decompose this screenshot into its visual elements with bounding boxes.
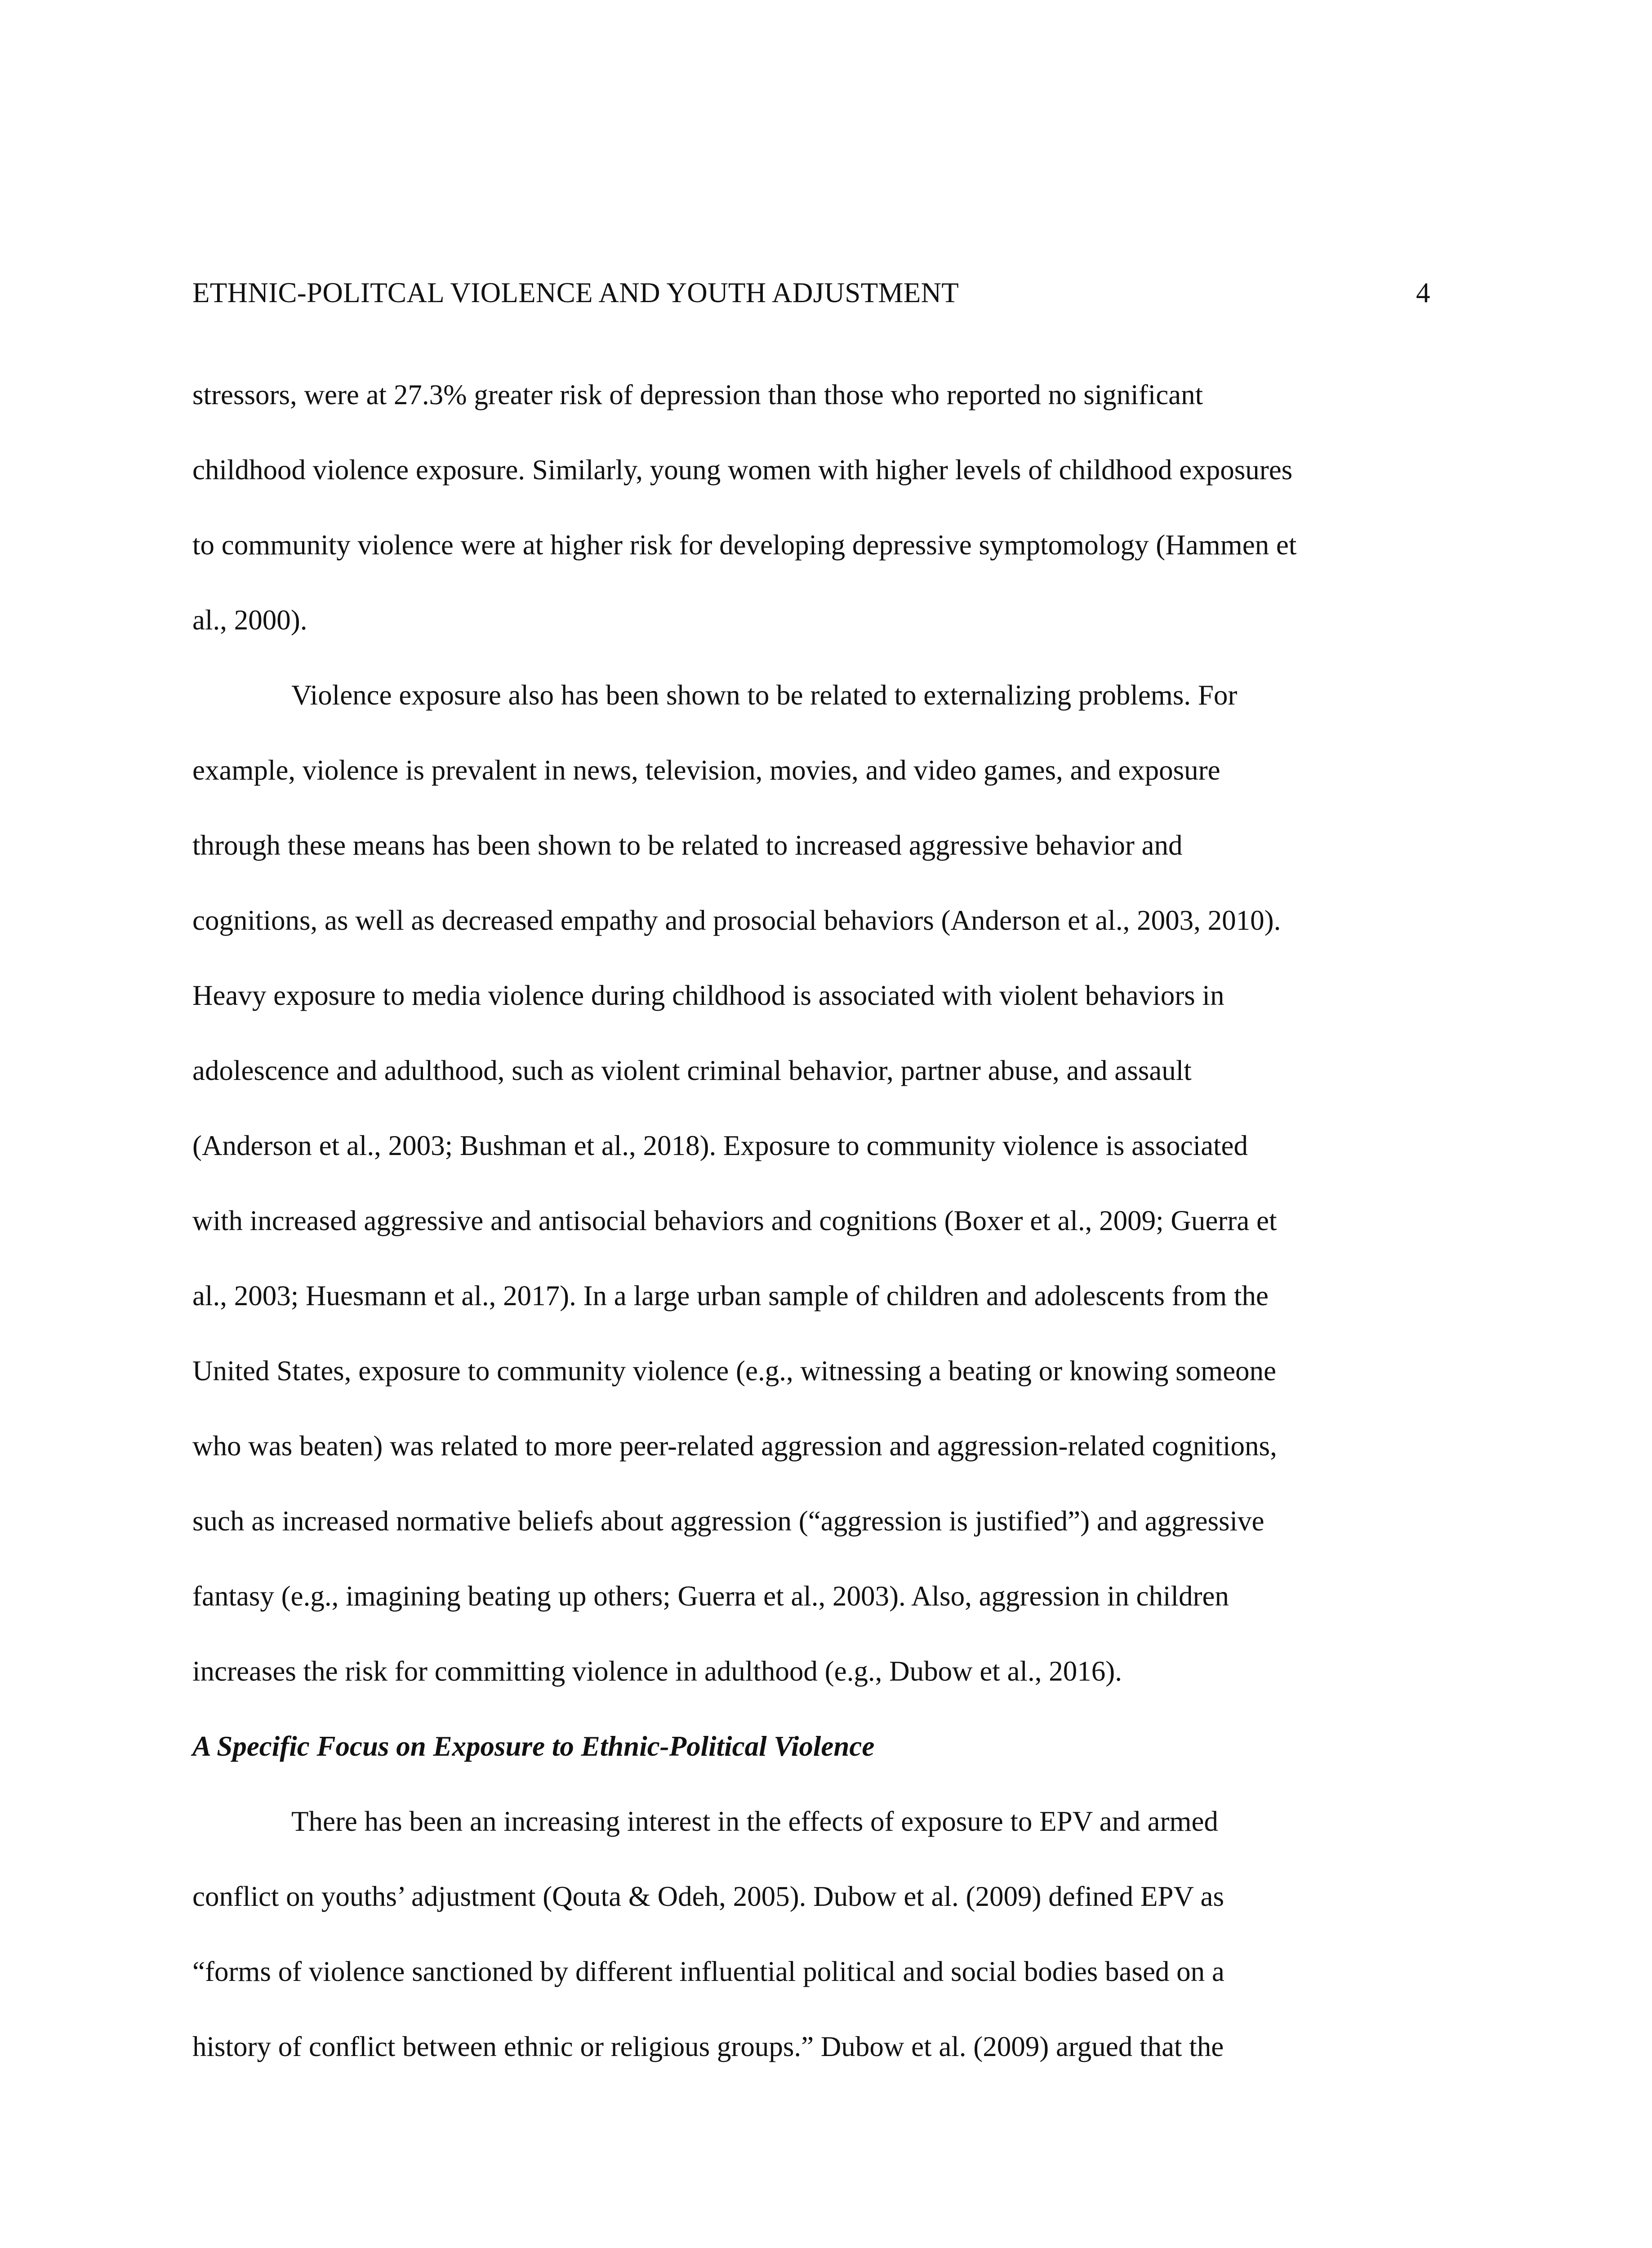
- section-heading: A Specific Focus on Exposure to Ethnic-Political Violence: [192, 1731, 875, 1762]
- page-number: 4: [1416, 277, 1430, 308]
- body-line: childhood violence exposure. Similarly, young women with higher levels of childhood exposures: [192, 454, 1293, 486]
- body-line: fantasy (e.g., imagining beating up others; Guerra et al., 2003). Also, aggression in children: [192, 1580, 1229, 1612]
- body-line: Heavy exposure to media violence during childhood is associated with violent behaviors in: [192, 980, 1225, 1011]
- body-line: “forms of violence sanctioned by different influential political and social bodies based on a: [192, 1956, 1225, 1987]
- body-line: through these means has been shown to be related to increased aggressive behavior and: [192, 830, 1183, 861]
- body-line: increases the risk for committing violence in adulthood (e.g., Dubow et al., 2016).: [192, 1655, 1122, 1687]
- body-line: United States, exposure to community violence (e.g., witnessing a beating or knowing someone: [192, 1355, 1277, 1387]
- body-line: stressors, were at 27.3% greater risk of depression than those who reported no significant: [192, 379, 1203, 410]
- body-line-indented: Violence exposure also has been shown to be related to externalizing problems. For: [291, 679, 1238, 711]
- body-line: cognitions, as well as decreased empathy and prosocial behaviors (Anderson et al., 2003, 2010).: [192, 905, 1281, 936]
- body-line: with increased aggressive and antisocial behaviors and cognitions (Boxer et al., 2009; Guerra et: [192, 1205, 1277, 1236]
- body-line: such as increased normative beliefs about aggression (“aggression is justified”) and aggressive: [192, 1505, 1265, 1537]
- body-line: al., 2003; Huesmann et al., 2017). In a large urban sample of children and adolescents from the: [192, 1280, 1269, 1311]
- body-line: to community violence were at higher risk for developing depressive symptomology (Hammen et: [192, 529, 1297, 561]
- body-line: (Anderson et al., 2003; Bushman et al., 2018). Exposure to community violence is associated: [192, 1130, 1248, 1161]
- running-head: ETHNIC-POLITCAL VIOLENCE AND YOUTH ADJUSTMENT: [192, 277, 959, 308]
- body-line-indented: There has been an increasing interest in the effects of exposure to EPV and armed: [291, 1806, 1218, 1837]
- body-line: conflict on youths’ adjustment (Qouta & Odeh, 2005). Dubow et al. (2009) defined EPV as: [192, 1881, 1224, 1912]
- body-line: history of conflict between ethnic or religious groups.” Dubow et al. (2009) argued that the: [192, 2031, 1224, 2062]
- body-line: who was beaten) was related to more peer-related aggression and aggression-related cognitions,: [192, 1430, 1277, 1462]
- body-line: al., 2000).: [192, 604, 307, 636]
- body-line: adolescence and adulthood, such as violent criminal behavior, partner abuse, and assault: [192, 1055, 1192, 1086]
- body-line: example, violence is prevalent in news, television, movies, and video games, and exposure: [192, 754, 1220, 786]
